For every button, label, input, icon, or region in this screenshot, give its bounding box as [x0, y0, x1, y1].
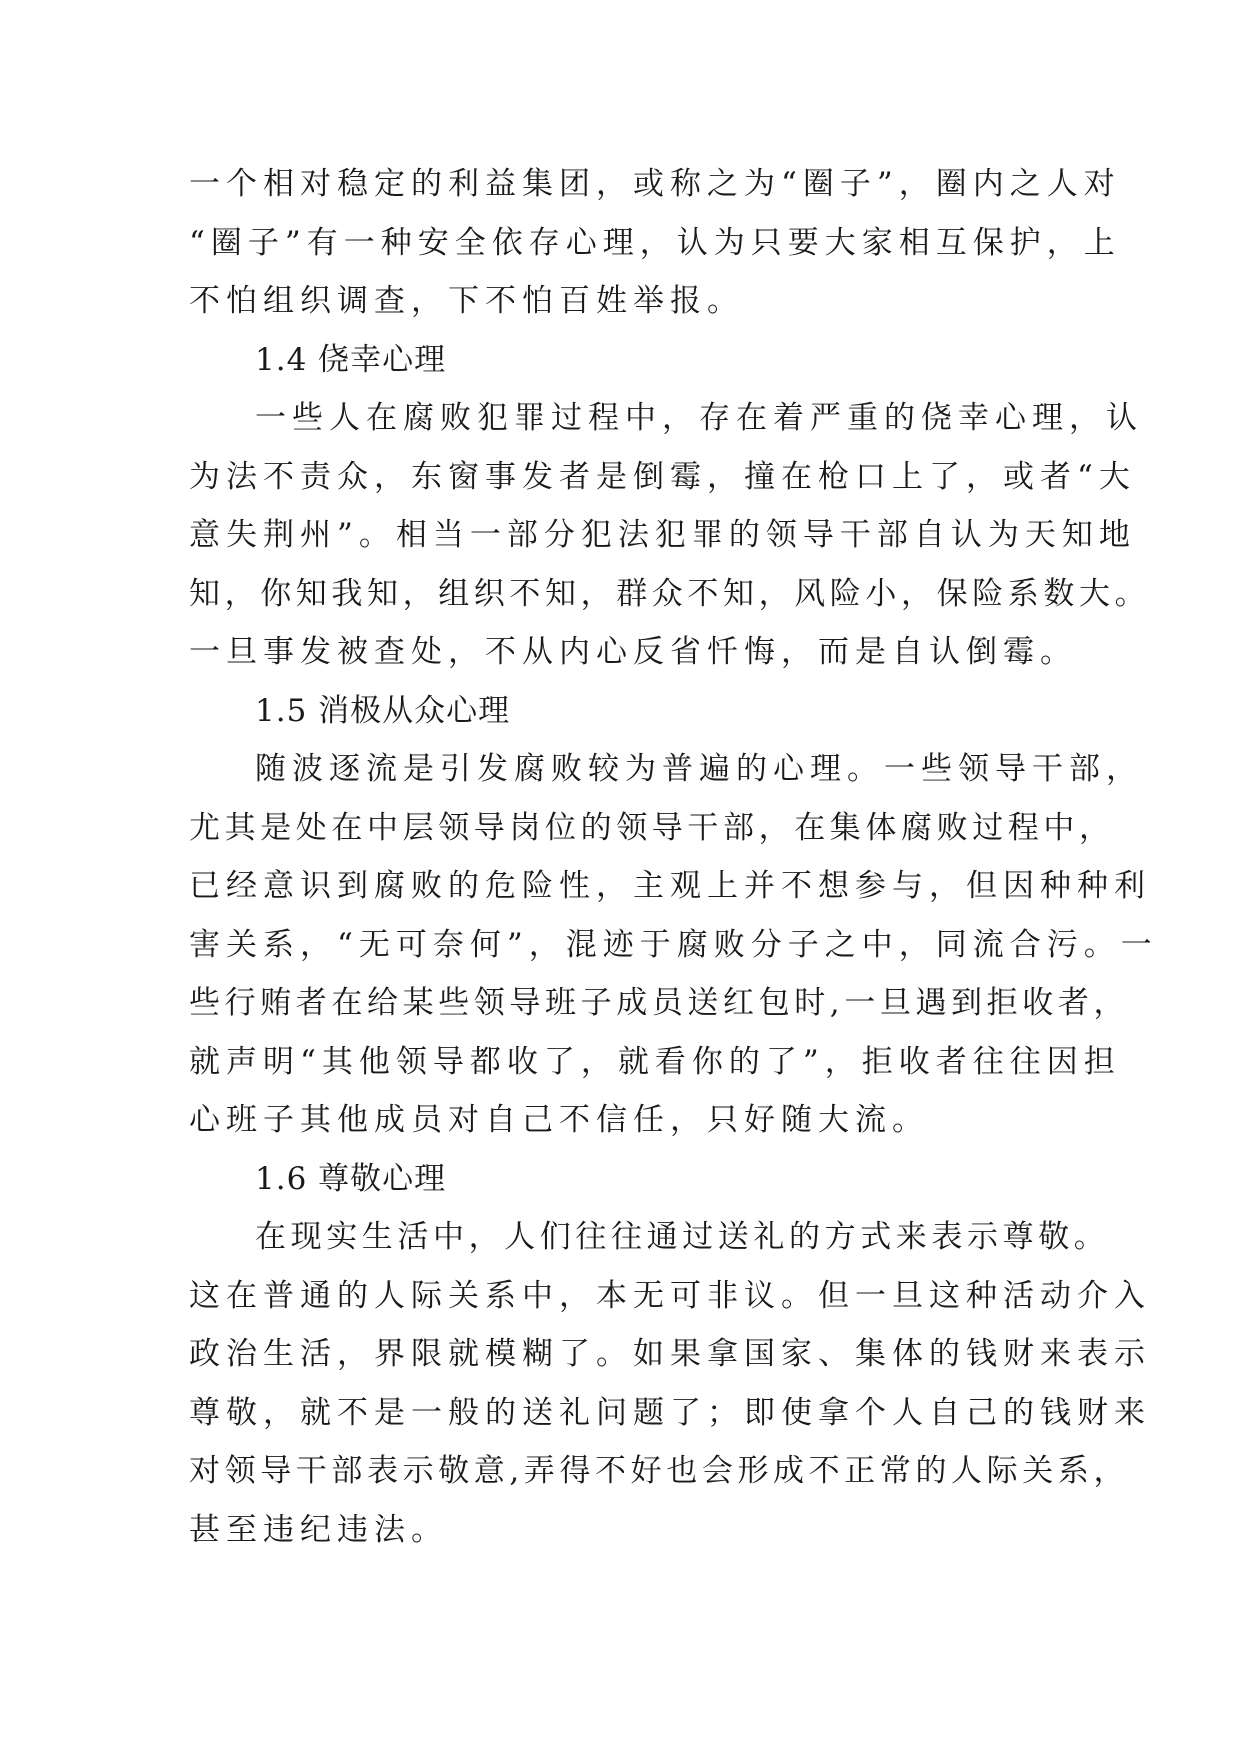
body-text-line: 害关系，“无可奈何”，混迹于腐败分子之中，同流合污。一 — [189, 926, 1158, 963]
document-body — [189, 155, 1158, 1559]
body-text-line: 一个相对稳定的利益集团，或称之为“圈子”，圈内之人对 — [189, 166, 1121, 202]
body-text-line: 心班子其他成员对自己不信任，只好随大流。 — [189, 1102, 929, 1138]
body-text-line: 甚至违纪违法。 — [189, 1511, 448, 1548]
paragraph-first-line: 在现实生活中，人们往往通过送礼的方式来表示尊敬。 — [255, 1219, 1110, 1255]
body-text-line: 尊敬，就不是一般的送礼问题了；即使拿个人自己的钱财来 — [189, 1394, 1151, 1431]
body-text-line: 这在普通的人际关系中，本无可非议。但一旦这种活动介入 — [189, 1277, 1151, 1314]
body-text-line: 对领导干部表示敬意,弄得不好也会形成不正常的人际关系， — [189, 1453, 1130, 1489]
section-heading-1-5: 1.5 消极从众心理 — [255, 692, 511, 729]
paragraph-first-line: 随波逐流是引发腐败较为普遍的心理。一些领导干部， — [255, 751, 1143, 787]
paragraph-first-line: 一些人在腐败犯罪过程中，存在着严重的侥幸心理，认 — [255, 400, 1143, 436]
body-text-line: 意失荆州”。相当一部分犯法犯罪的领导干部自认为天知地 — [189, 517, 1136, 553]
body-text-line: 政治生活，界限就模糊了。如果拿国家、集体的钱财来表示 — [189, 1336, 1151, 1372]
section-heading-1-4: 1.4 侥幸心理 — [255, 341, 447, 378]
body-text-line: “圈子”有一种安全依存心理，认为只要大家相互保护，上 — [189, 224, 1121, 261]
section-heading-1-6: 1.6 尊敬心理 — [255, 1160, 447, 1197]
body-text-line: 尤其是处在中层领导岗位的领导干部，在集体腐败过程中， — [189, 809, 1115, 846]
body-text-line: 一旦事发被查处，不从内心反省忏悔，而是自认倒霉。 — [189, 634, 1077, 670]
body-text-line: 不怕组织调查，下不怕百姓举报。 — [189, 283, 744, 319]
body-text-line: 些行贿者在给某些领导班子成员送红包时,一旦遇到拒收者， — [189, 985, 1130, 1021]
body-text-line: 知，你知我知，组织不知，群众不知，风险小，保险系数大。 — [189, 575, 1151, 612]
body-text-line: 已经意识到腐败的危险性，主观上并不想参与，但因种种利 — [189, 868, 1151, 904]
body-text-line: 就声明“其他领导都收了，就看你的了”，拒收者往往因担 — [189, 1043, 1121, 1080]
body-text-line: 为法不责众，东窗事发者是倒霉，撞在枪口上了，或者“大 — [189, 458, 1136, 495]
